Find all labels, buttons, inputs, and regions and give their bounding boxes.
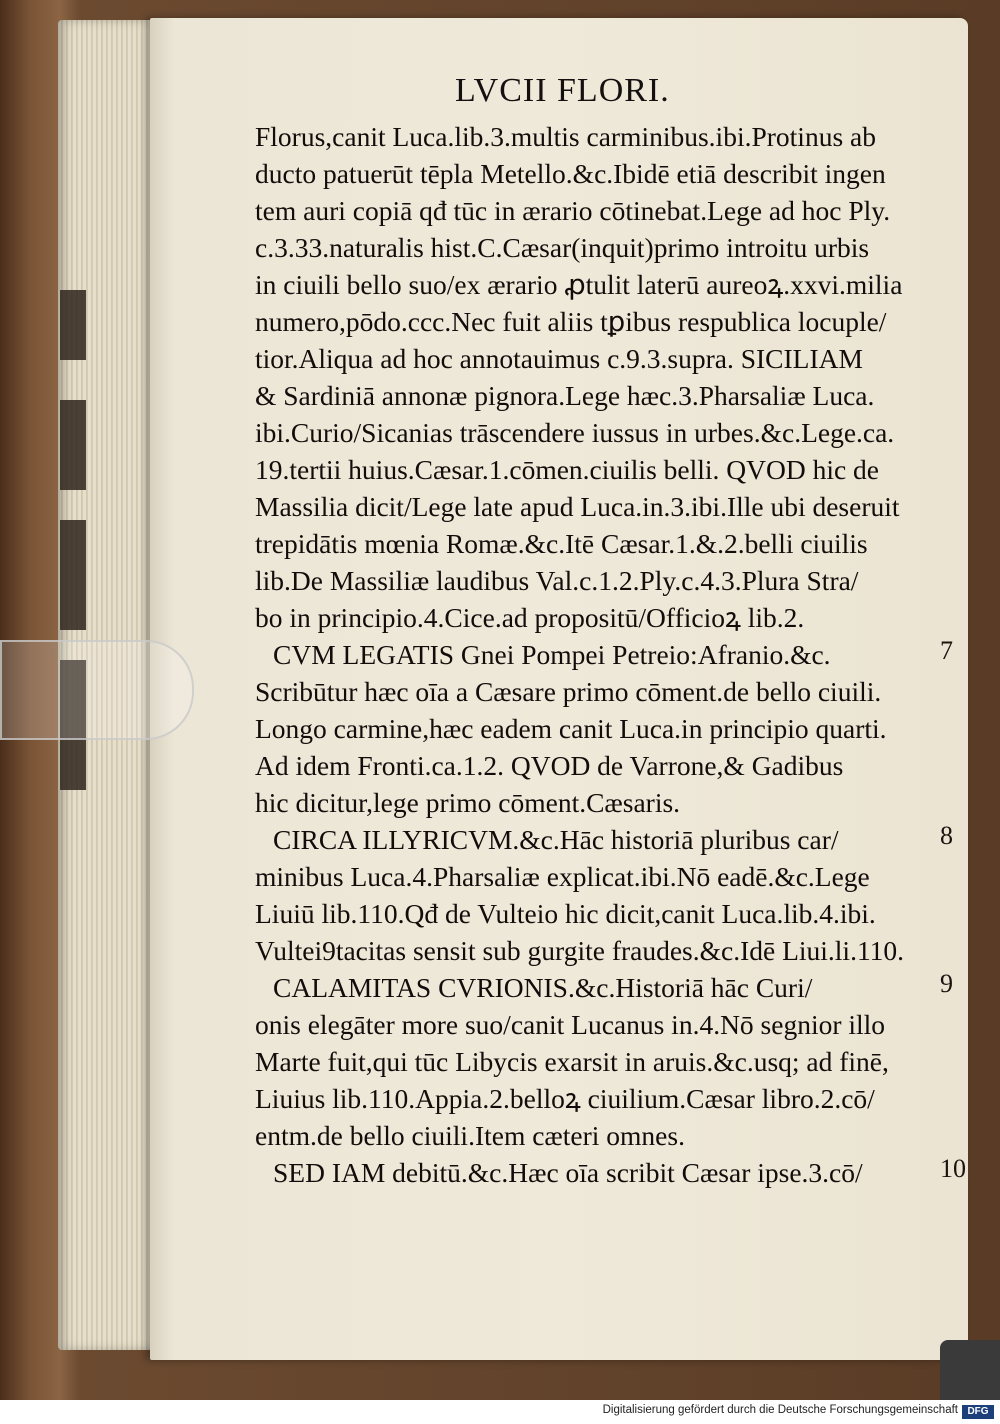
text-line: Liuiū lib.110.Qđ de Vulteio hic dicit,canit Luca.lib.4.ibi. — [255, 898, 876, 929]
text-line: Longo carmine,hæc eadem canit Luca.in principio quarti. — [255, 713, 887, 744]
page-edge-stain — [60, 290, 86, 360]
margin-number: 8 — [940, 821, 953, 850]
text-line: onis elegāter more suo/canit Lucanus in.4.Nō segnior illo — [255, 1009, 886, 1040]
footer-bar — [0, 1402, 1000, 1424]
text-block — [255, 118, 945, 1191]
text-line: Scribūtur hæc oīa a Cæsare primo cōment.de bello ciuili. — [255, 676, 882, 707]
footer-credit: Digitalisierung gefördert durch die Deutsche Forschungsgemeinschaft — [602, 1404, 958, 1416]
margin-number: 10 — [940, 1154, 966, 1183]
text-line: tem auri copiā qđ tūc in ærario cōtinebat.Lege ad hoc Ply. — [255, 195, 891, 226]
text-line: CVM LEGATIS Gnei Pompei Petreio:Afranio.&c. — [273, 639, 831, 670]
text-line: tior.Aliqua ad hoc annotauimus c.9.3.supra. SICILIAM — [255, 343, 863, 374]
glass-clip — [0, 640, 194, 740]
text-line: Massilia dicit/Lege late apud Luca.in.3.ibi.Ille ubi deseruit — [255, 491, 900, 522]
text-line: ibi.Curio/Sicanias trāscendere iussus in urbes.&c.Lege.ca. — [255, 417, 895, 448]
text-line: SED IAM debitū.&c.Hæc oīa scribit Cæsar ipse.3.cō/ — [273, 1157, 863, 1188]
text-line: ducto patuerūt tēpla Metello.&c.Ibidē etiā describit ingen — [255, 158, 886, 189]
text-line: hic dicitur,lege primo cōment.Cæsaris. — [255, 787, 681, 818]
text-line: minibus Luca.4.Pharsaliæ explicat.ibi.Nō eadē.&c.Lege — [255, 861, 870, 892]
text-line: CIRCA ILLYRICVM.&c.Hāc historiā pluribus car/ — [273, 824, 839, 855]
margin-number: 7 — [940, 636, 953, 665]
text-line: bo in principio.4.Cice.ad propositū/Officioꝝ lib.2. — [255, 602, 805, 633]
text-line: Florus,canit Luca.lib.3.multis carminibus.ibi.Protinus ab — [255, 121, 876, 152]
text-line: Liuius lib.110.Appia.2.belloꝝ ciuilium.Cæsar libro.2.cō/ — [255, 1083, 875, 1114]
page-edge-stain — [60, 520, 86, 630]
dfg-logo: DFG — [962, 1405, 994, 1419]
text-line: Ad idem Fronti.ca.1.2. QVOD de Varrone,& Gadibus — [255, 750, 844, 781]
text-line: & Sardiniā annonæ pignora.Lege hæc.3.Pharsaliæ Luca. — [255, 380, 875, 411]
text-line: lib.De Massiliæ laudibus Val.c.1.2.Ply.c.4.3.Plura Stra/ — [255, 565, 859, 596]
text-line: c.3.33.naturalis hist.C.Cæsar(inquit)primo introitu urbis — [255, 232, 870, 263]
text-line: in ciuili bello suo/ex ærario ꝓtulit laterū aureoꝝ.xxvi.milia — [255, 269, 903, 300]
text-line: Vultei9tacitas sensit sub gurgite fraudes.&c.Idē Liui.li.110. — [255, 935, 905, 966]
text-line: CALAMITAS CVRIONIS.&c.Historiā hāc Curi/ — [273, 972, 813, 1003]
text-line: trepidātis mœnia Romæ.&c.Itē Cæsar.1.&.2.belli ciuilis — [255, 528, 868, 559]
text-line: numero,pōdo.ccc.Nec fuit aliis tꝑibus respublica locuple/ — [255, 306, 887, 337]
page-edge-stain — [60, 400, 86, 490]
text-line: 19.tertii huius.Cæsar.1.cōmen.ciuilis belli. QVOD hic de — [255, 454, 880, 485]
text-line: entm.de bello ciuili.Item cæteri omnes. — [255, 1120, 685, 1151]
binding-corner — [940, 1340, 1000, 1400]
text-line: Marte fuit,qui tūc Libycis exarsit in aruis.&c.usq; ad finē, — [255, 1046, 889, 1077]
running-head: LVCII FLORI. — [455, 72, 670, 109]
margin-number: 9 — [940, 969, 953, 998]
